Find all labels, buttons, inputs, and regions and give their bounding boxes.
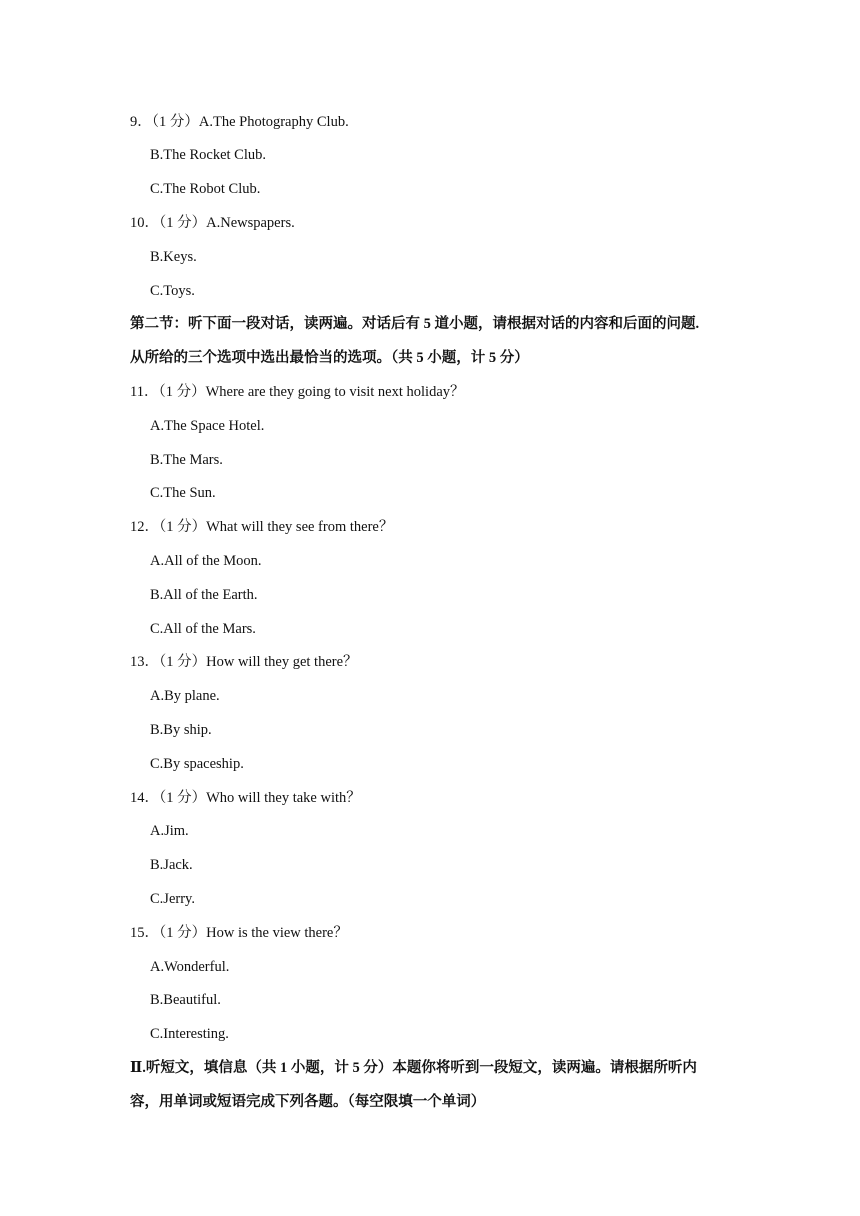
question-11-stem: 11．（1 分）Where are they going to visit next holiday？ (130, 384, 465, 400)
section-2-heading-line-1: 第二节：听下面一段对话，读两遍。对话后有 5 道小题，请根据对话的内容和后面的问题. (130, 316, 700, 332)
question-13-option-c: C.By spaceship. (150, 756, 244, 772)
question-12-option-c: C.All of the Mars. (150, 621, 256, 637)
question-15-option-c: C.Interesting. (150, 1026, 229, 1042)
question-13-option-a: A.By plane. (150, 688, 220, 704)
question-14-option-c: C.Jerry. (150, 891, 195, 907)
question-13-stem: 13．（1 分）How will they get there？ (130, 654, 358, 670)
question-14-option-b: B.Jack. (150, 857, 193, 873)
question-13-option-b: B.By ship. (150, 722, 212, 738)
question-15-option-a: A.Wonderful. (150, 959, 230, 975)
question-11-option-a: A.The Space Hotel. (150, 418, 265, 434)
question-12-option-a: A.All of the Moon. (150, 553, 262, 569)
question-15-stem: 15．（1 分）How is the view there？ (130, 925, 348, 941)
question-9-option-c: C.The Robot Club. (150, 181, 261, 197)
section-2-heading-line-2: 从所给的三个选项中选出最恰当的选项。（共 5 小题，计 5 分） (130, 350, 529, 366)
question-12-stem: 12．（1 分）What will they see from there？ (130, 519, 394, 535)
question-9-stem: 9．（1 分）A.The Photography Club. (130, 114, 349, 130)
question-14-option-a: A.Jim. (150, 823, 189, 839)
section-3-heading-line-2: 容，用单词或短语完成下列各题。（每空限填一个单词） (130, 1094, 486, 1110)
question-10-option-b: B.Keys. (150, 249, 197, 265)
question-12-option-b: B.All of the Earth. (150, 587, 258, 603)
question-14-stem: 14．（1 分）Who will they take with？ (130, 790, 361, 806)
question-11-option-c: C.The Sun. (150, 485, 216, 501)
question-9-option-b: B.The Rocket Club. (150, 147, 266, 163)
question-11-option-b: B.The Mars. (150, 452, 223, 468)
question-10-option-c: C.Toys. (150, 283, 195, 299)
question-15-option-b: B.Beautiful. (150, 992, 221, 1008)
question-10-stem: 10．（1 分）A.Newspapers. (130, 215, 295, 231)
section-3-heading-line-1: Ⅱ.听短文，填信息（共 1 小题，计 5 分）本题你将听到一段短文，读两遍。请根据所听内 (130, 1060, 697, 1076)
